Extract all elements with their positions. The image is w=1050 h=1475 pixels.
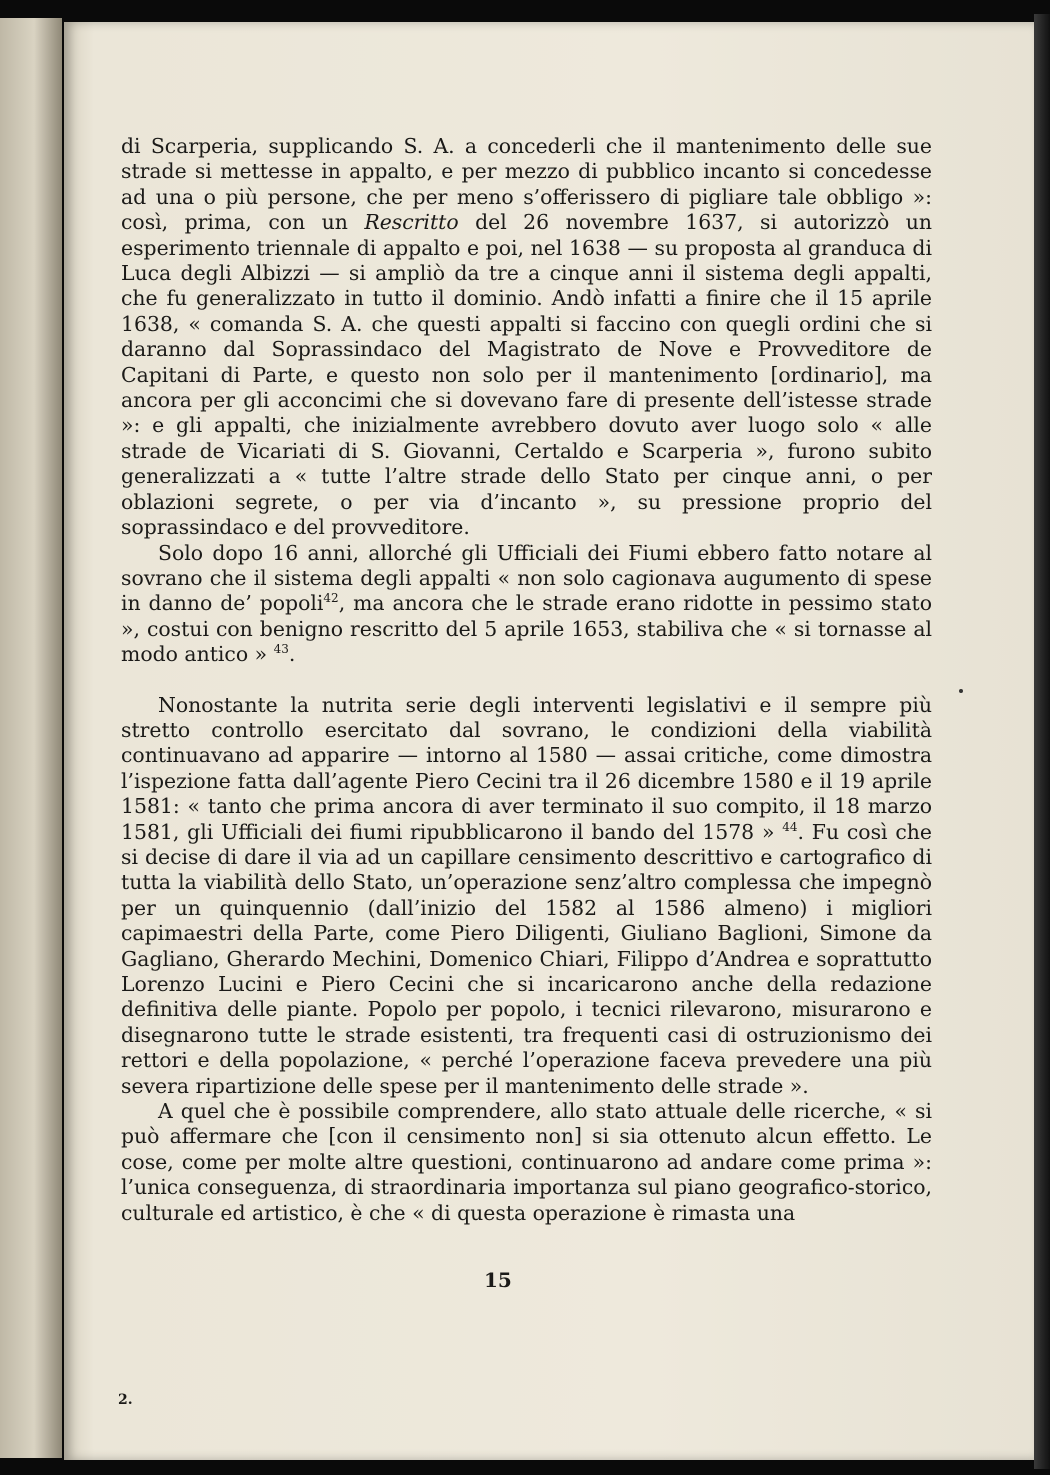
text-run: A quel che è possibile comprendere, allo stato attuale delle ricerche, « si può affermare che [con il censimento non] si sia ottenuto alcun effetto. Le cose, come per molte altre questioni, continuarono ad andare come prima »: l’unica conseguenza, di straordinaria importanza sul piano geografico-storico, culturale ed artistico, è che « di questa operazione è rimasta una bbox=[121, 1099, 932, 1225]
margin-mark bbox=[959, 689, 963, 693]
text-run: del 26 novembre 1637, si autorizzò un esperimento triennale di appalto e poi, nel 1638 — su proposta al granduca di Luca degli Albizzi — si ampliò da tre a cinque anni il sistema degli appalti, che fu generalizzato in tutto il dominio. Andò infatti a finire che il 15 aprile 1638, « comanda S. A. che questi appalti si faccino con quegli ordini che si daranno dal Soprassindaco del Magistrato de Nove e Provveditore de Capitani di Parte, e questo non solo per il mantenimento [ordinario], ma ancora per gli acconcimi che si dovevano fare di presente dell’istesse strade »: e gli appalti, che inizialmente avrebbero dovuto aver luogo solo « alle strade de Vicariati di S. Giovanni, Certaldo e Scarperia », furono subito generalizzati a « tutte l’altre strade dello Stato per cinque anni, o per oblazioni segrete, o per via d’incanto », su pressione proprio del soprassindaco e del provveditore. bbox=[121, 210, 932, 540]
facing-page-edge bbox=[0, 18, 62, 1458]
paragraph bbox=[121, 541, 932, 668]
italic-text: Rescritto bbox=[364, 210, 459, 235]
paragraph bbox=[121, 1099, 932, 1226]
body-text bbox=[121, 134, 932, 1226]
text-run: Nonostante la nutrita serie degli interventi legislativi e il sempre più stretto controllo esercitato dal sovrano, le condizioni della viabilità continuavano ad apparire — intorno al 1580 — assai critiche, come dimostra l’ispezione fatta dall’agente Piero Cecini tra il 26 dicembre 1580 e il 19 aprile 1581: « tanto che prima ancora di aver terminato il suo compito, il 18 marzo 1581, gli Ufficiali dei fiumi ripubblicarono il bando del 1578 » bbox=[121, 692, 932, 844]
signature-mark: 2. bbox=[118, 1392, 133, 1408]
footnote-ref: 42 bbox=[323, 591, 339, 606]
book-edge bbox=[1034, 14, 1050, 1469]
text-run: . Fu così che si decise di dare il via ad un capillare censimento descrittivo e cartografico di tutta la viabilità dello Stato, un’operazione senz’altro complessa che impegnò per un quinquennio (dall’inizio del 1582 al 1586 almeno) i migliori capimaestri della Parte, come Piero Diligenti, Giuliano Baglioni, Simone da Gagliano, Gherardo Mechini, Domenico Chiari, Filippo d’Andrea e soprattutto Lorenzo Lucini e Piero Cecini che si incaricarono anche della redazione definitiva delle piante. Popolo per popolo, i tecnici rilevarono, misurarono e disegnarono tutte le strade esistenti, tra frequenti casi di ostruzionismo dei rettori e della popolazione, « perché l’operazione faceva prevedere una più severa ripartizione delle spese per il mantenimento delle strade ». bbox=[121, 819, 932, 1098]
footnote-ref: 43 bbox=[273, 642, 289, 657]
page-number: 15 bbox=[484, 1268, 512, 1292]
text-run: . bbox=[288, 642, 296, 667]
text-run: , ma ancora che le strade erano ridotte in pessimo stato », costui con benigno rescritto del 5 aprile 1653, stabiliva che « si tornasse al modo antico » bbox=[121, 591, 933, 667]
text-run: di Scarperia, supplicando S. A. a concederli che il mantenimento delle sue strade si mettesse in appalto, e per mezzo di pubblico incanto si concedesse ad una o più persone, che per meno s’offerissero di pigliare tale obbligo »: così, prima, con un bbox=[121, 134, 932, 235]
paragraph bbox=[121, 134, 932, 541]
footnote-ref: 44 bbox=[782, 819, 798, 834]
paragraph bbox=[121, 693, 932, 1100]
text-run: Solo dopo 16 anni, allorché gli Ufficiali dei Fiumi ebbero fatto notare al sovrano che il sistema degli appalti « non solo cagionava augumento di spese in danno de’ popoli bbox=[121, 540, 932, 616]
